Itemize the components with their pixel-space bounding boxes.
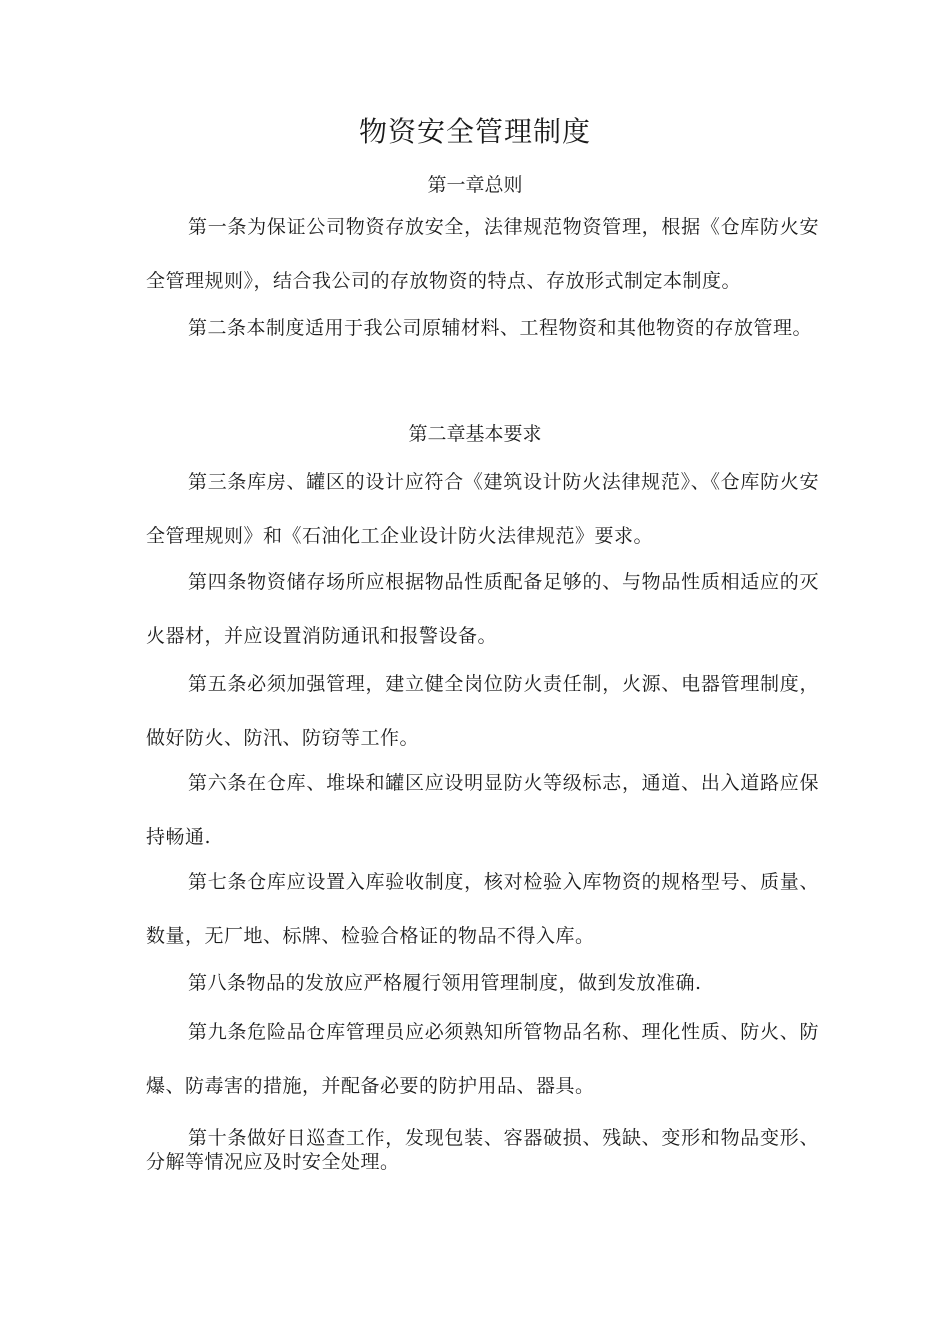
article-3: 第三条库房、罐区的设计应符合《建筑设计防火法律规范》、《仓库防火安全管理规则》和《石油化工企业设计防火法律规范》要求。	[146, 471, 819, 547]
article-2: 第二条本制度适用于我公司原辅材料、工程物资和其他物资的存放管理。	[188, 317, 813, 339]
document-title: 物资安全管理制度	[358, 115, 591, 148]
article-9: 第九条危险品仓库管理员应必须熟知所管物品名称、理化性质、防火、防爆、防毒害的措施，并配备必要的防护用品、器具。	[146, 1021, 819, 1097]
article-7: 第七条仓库应设置入库验收制度，核对检验入库物资的规格型号、质量、数量，无厂地、标牌、检验合格证的物品不得入库。	[146, 871, 819, 947]
article-4: 第四条物资储存场所应根据物品性质配备足够的、与物品性质相适应的灭火器材，并应设置消防通讯和报警设备。	[146, 571, 819, 647]
article-1: 第一条为保证公司物资存放安全，法律规范物资管理，根据《仓库防火安全管理规则》，结合我公司的存放物资的特点、存放形式制定本制度。	[146, 216, 819, 292]
article-5: 第五条必须加强管理，建立健全岗位防火责任制，火源、电器管理制度，做好防火、防汛、防窃等工作。	[146, 673, 819, 749]
article-6: 第六条在仓库、堆垛和罐区应设明显防火等级标志，通道、出入道路应保持畅通.	[146, 772, 819, 848]
chapter-heading-2: 第二章基本要求	[408, 423, 542, 445]
article-10: 第十条做好日巡查工作，发现包装、容器破损、残缺、变形和物品变形、分解等情况应及时安全处理。	[146, 1127, 819, 1173]
article-8: 第八条物品的发放应严格履行领用管理制度，做到发放准确.	[188, 972, 702, 994]
chapter-heading-1: 第一章总则	[427, 174, 523, 196]
